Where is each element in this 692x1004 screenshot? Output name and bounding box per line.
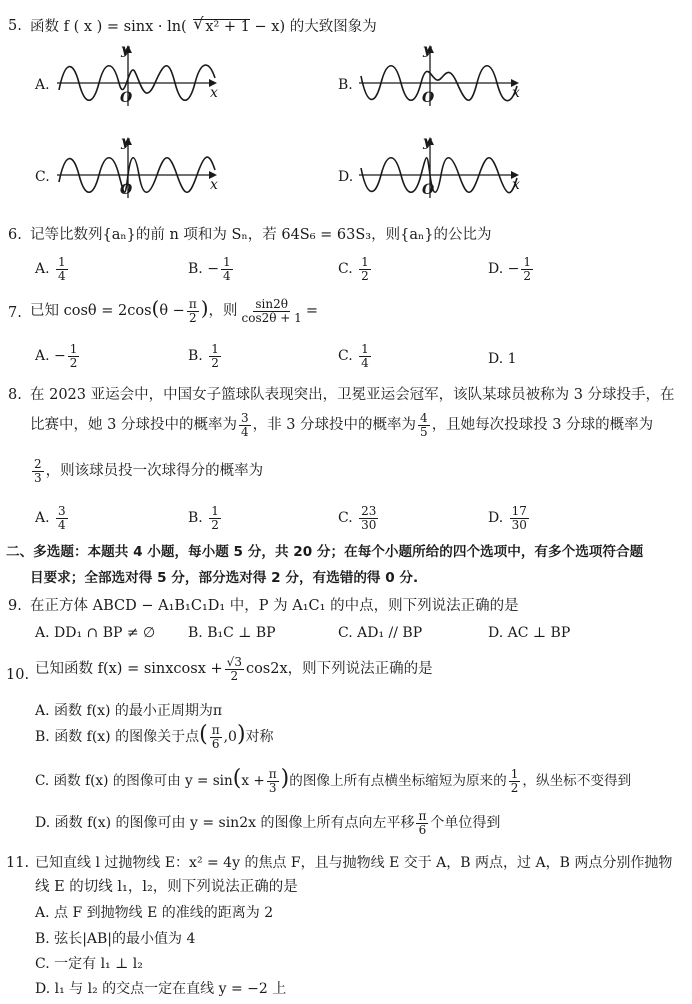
q5-graph-a bbox=[55, 42, 220, 108]
q9-option-d: D. AC ⊥ BP bbox=[488, 625, 571, 641]
section2-heading-line1: 二、多选题：本题共 4 小题，每小题 5 分，共 20 分；在每个小题所给的四个选项中，有多个选项符合题 bbox=[6, 544, 644, 560]
q5-c-x-label: x bbox=[210, 177, 218, 193]
q11-line2: 线 E 的切线 l₁，l₂，则下列说法正确的是 bbox=[35, 879, 298, 895]
q5-option-a-label: A. bbox=[35, 77, 50, 93]
q5-stem bbox=[30, 14, 377, 35]
q5-stem-c: x² + 1 bbox=[205, 19, 250, 35]
sqrt-icon: √ bbox=[193, 14, 204, 33]
q8-option-a: A. $\frac{3}{4}$ bbox=[35, 504, 66, 532]
q7-number: 7. bbox=[8, 305, 22, 321]
q8-line3: $\frac{2}{3}$ ，则该球员投一次球得分的概率为 bbox=[34, 457, 264, 485]
section2-heading-line2: 目要求；全部选对得 5 分，部分选对得 2 分，有选错的得 0 分. bbox=[30, 570, 419, 586]
q5-stem-b: f ( x ) = sinx · ln( bbox=[63, 19, 187, 35]
q5-option-b-label: B. bbox=[338, 77, 353, 93]
q8-line1: 在 2023 亚运会中，中国女子篮球队表现突出，卫冕亚运会冠军，该队某球员被称为 3 分球投手，在 bbox=[30, 387, 675, 403]
q5-d-y-label: y bbox=[423, 134, 432, 150]
q11-option-a: A. 点 F 到抛物线 E 的准线的距离为 2 bbox=[35, 905, 274, 921]
q10-option-d: D. 函数 f(x) 的图像可由 y = sin2x 的图像上所有点向左平移 $\frac{\pi}{6}$ 个单位得到 bbox=[35, 809, 501, 837]
q9-option-a: A. DD₁ ∩ BP ≠ ∅ bbox=[35, 625, 156, 641]
q10-stem: 已知函数 f(x) = sinxcosx + $\frac{√3}{2}$ cos2x，则下列说法正确的是 bbox=[35, 655, 433, 683]
q11-number: 11. bbox=[6, 855, 30, 871]
q6-option-a: A. $\frac{1}{4}$ bbox=[35, 255, 66, 283]
q7-stem: 已知 cosθ = 2cos(θ − $\frac{\pi}{2}$ )，则 $\frac{\sin 2\theta}{\cos 2\theta + 1}$ = bbox=[30, 296, 318, 325]
q5-graph-b bbox=[357, 42, 522, 108]
q11-option-c: C. 一定有 l₁ ⊥ l₂ bbox=[35, 956, 143, 972]
q11-option-d: D. l₁ 与 l₂ 的交点一定在直线 y = −2 上 bbox=[35, 981, 287, 997]
q9-number: 9. bbox=[8, 598, 22, 614]
q5-a-x-label: x bbox=[210, 85, 218, 101]
q5-b-y-label: y bbox=[423, 42, 432, 58]
q5-d-origin: O bbox=[422, 182, 435, 198]
q10-option-b: B. 函数 f(x) 的图像关于点( $\frac{\pi}{6}$ ,0)对称 bbox=[35, 722, 274, 751]
q7-option-d: D. 1 bbox=[488, 351, 517, 367]
q8-option-b: B. $\frac{1}{2}$ bbox=[188, 504, 219, 532]
q5-b-origin: O bbox=[422, 90, 435, 106]
q5-graph-c bbox=[55, 134, 220, 200]
q8-number: 8. bbox=[8, 387, 22, 403]
q5-a-y-label: y bbox=[121, 42, 130, 58]
q6-option-b: B. − $\frac{1}{4}$ bbox=[188, 255, 231, 283]
q5-stem-d: − x) 的大致图象为 bbox=[254, 19, 377, 35]
q6-option-d: D. − $\frac{1}{2}$ bbox=[488, 255, 532, 283]
q7-option-b: B. $\frac{1}{2}$ bbox=[188, 342, 219, 370]
q5-option-d-label: D. bbox=[338, 169, 354, 185]
q9-stem: 在正方体 ABCD − A₁B₁C₁D₁ 中，P 为 A₁C₁ 的中点，则下列说法正确的是 bbox=[30, 598, 519, 614]
q9-option-c: C. AD₁ // BP bbox=[338, 625, 423, 641]
q9-option-b: B. B₁C ⊥ BP bbox=[188, 625, 276, 641]
q7-option-a: A. − $\frac{1}{2}$ bbox=[35, 342, 78, 370]
q7-option-c: C. $\frac{1}{4}$ bbox=[338, 342, 369, 370]
q10-option-a: A. 函数 f(x) 的最小正周期为π bbox=[35, 703, 223, 719]
q6-option-c: C. $\frac{1}{2}$ bbox=[338, 255, 369, 283]
q5-option-c-label: C. bbox=[35, 169, 50, 185]
q11-option-b: B. 弦长|AB|的最小值为 4 bbox=[35, 931, 196, 947]
q8-line2: 比赛中，她 3 分球投中的概率为 $\frac{3}{4}$ ，非 3 分球投中的概率为 $\frac{4}{5}$ ，且她每次投球投 3 分球的概率为 bbox=[30, 411, 654, 439]
q6-stem: 记等比数列{aₙ}的前 n 项和为 Sₙ，若 64S₆ = 63S₃，则{aₙ}的公比为 bbox=[30, 227, 492, 243]
q5-c-origin: O bbox=[120, 182, 133, 198]
q5-sqrt bbox=[193, 14, 250, 35]
q5-d-x-label: x bbox=[512, 177, 520, 193]
q10-number: 10. bbox=[6, 667, 30, 683]
q5-b-x-label: x bbox=[512, 85, 520, 101]
q5-stem-a: 函数 bbox=[30, 19, 59, 35]
q11-line1: 已知直线 l 过抛物线 E：x² = 4y 的焦点 F，且与抛物线 E 交于 A，B 两点，过 A，B 两点分别作抛物 bbox=[35, 855, 673, 871]
q6-number: 6. bbox=[8, 227, 22, 243]
q5-c-y-label: y bbox=[121, 134, 130, 150]
q5-a-origin: O bbox=[120, 90, 133, 106]
q5-graph-d bbox=[357, 134, 522, 200]
q5-number: 5. bbox=[8, 18, 22, 34]
q8-option-c: C. $\frac{23}{30}$ bbox=[338, 504, 377, 532]
q10-option-c: C. 函数 f(x) 的图像可由 y = sin(x + $\frac{\pi}{3}$ )的图像上所有点横坐标缩短为原来的 $\frac{1}{2}$ ，纵坐标不变得到 bbox=[35, 766, 632, 795]
q8-option-d: D. $\frac{17}{30}$ bbox=[488, 504, 527, 532]
